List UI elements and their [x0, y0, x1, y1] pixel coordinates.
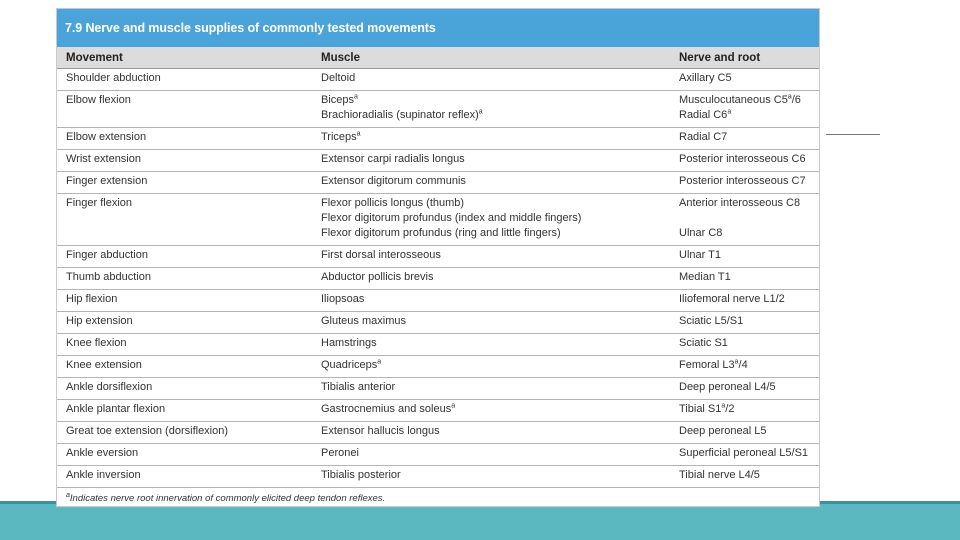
reflex-mark: a [734, 358, 739, 366]
muscle-line: Triceps [321, 131, 357, 143]
movement-cell: Thumb abduction [57, 268, 312, 290]
nerve-cell: Sciatic L5/S1 [670, 312, 819, 334]
movement-cell: Hip flexion [57, 290, 312, 312]
reflex-mark: a [377, 358, 382, 366]
movement-cell: Ankle eversion [57, 444, 312, 466]
table-row [57, 422, 819, 444]
table-row [57, 91, 819, 128]
table-row [57, 150, 819, 172]
table-row [57, 356, 819, 378]
muscle-line: Biceps [321, 94, 355, 106]
muscle-cell: Abductor pollicis brevis [312, 268, 670, 290]
table-row [57, 268, 819, 290]
muscle-cell: Hamstrings [312, 334, 670, 356]
header-movement: Movement [57, 47, 312, 69]
table-row [57, 128, 819, 150]
nerve-cell [670, 356, 819, 378]
reflex-mark: a [727, 108, 732, 116]
muscle-cell [312, 356, 670, 378]
muscle-cell: Tibialis anterior [312, 378, 670, 400]
table-row [57, 290, 819, 312]
movement-cell: Finger flexion [57, 194, 312, 246]
muscle-cell: Peronei [312, 444, 670, 466]
nerve-cell [670, 194, 819, 246]
muscle-cell: Iliopsoas [312, 290, 670, 312]
movement-cell: Elbow extension [57, 128, 312, 150]
movement-cell: Elbow flexion [57, 91, 312, 128]
muscle-cell [312, 128, 670, 150]
muscle-cell: Extensor digitorum communis [312, 172, 670, 194]
table-footnote [57, 488, 819, 504]
header-nerve: Nerve and root [670, 47, 819, 69]
decorative-line [826, 134, 880, 135]
movement-cell: Finger abduction [57, 246, 312, 268]
muscle-line: Gastrocnemius and soleus [321, 403, 452, 415]
muscle-cell [312, 400, 670, 422]
muscle-cell: First dorsal interosseous [312, 246, 670, 268]
muscle-cell: Extensor carpi radialis longus [312, 150, 670, 172]
table-row [57, 400, 819, 422]
nerve-cell [670, 91, 819, 128]
movement-cell: Hip extension [57, 312, 312, 334]
nerve-line: Anterior interosseous C8 [679, 197, 801, 209]
table-title: 7.9 Nerve and muscle supplies of commonly tested movements [57, 9, 819, 47]
table-row [57, 378, 819, 400]
movement-cell: Knee extension [57, 356, 312, 378]
table-row [57, 444, 819, 466]
nerve-cell: Posterior interosseous C6 [670, 150, 819, 172]
table-row [57, 334, 819, 356]
nerve-cell: Deep peroneal L5 [670, 422, 819, 444]
movement-cell: Ankle dorsiflexion [57, 378, 312, 400]
header-muscle: Muscle [312, 47, 670, 69]
movement-cell: Finger extension [57, 172, 312, 194]
nerve-cell: Median T1 [670, 268, 819, 290]
muscle-cell [312, 194, 670, 246]
movement-cell: Wrist extension [57, 150, 312, 172]
table-row [57, 312, 819, 334]
footnote-text: Indicates nerve root innervation of commonly elicited deep tendon reflexes. [69, 493, 386, 504]
header-row [57, 47, 819, 69]
muscle-line: Flexor digitorum profundus (index and middle fingers) [321, 212, 582, 224]
muscle-line: Quadriceps [321, 359, 378, 371]
nerve-line-suffix: /4 [738, 359, 748, 371]
nerve-cell: Superficial peroneal L5/S1 [670, 444, 819, 466]
muscle-line: Flexor digitorum profundus (ring and little fingers) [321, 227, 561, 239]
table-row [57, 69, 819, 91]
nerve-cell: Radial C7 [670, 128, 819, 150]
nerve-line: Musculocutaneous C5 [679, 94, 788, 106]
reflex-mark: a [478, 108, 483, 116]
nerve-cell: Sciatic S1 [670, 334, 819, 356]
footnote-mark: a [66, 491, 70, 499]
reflex-mark: a [451, 402, 456, 410]
nerve-cell: Tibial nerve L4/5 [670, 466, 819, 488]
reflex-mark: a [356, 130, 361, 138]
nerve-line: Tibial S1 [679, 403, 722, 415]
nerve-cell: Posterior interosseous C7 [670, 172, 819, 194]
movement-cell: Ankle inversion [57, 466, 312, 488]
table-row [57, 246, 819, 268]
muscle-cell: Extensor hallucis longus [312, 422, 670, 444]
reflex-mark: a [787, 93, 792, 101]
movement-cell: Shoulder abduction [57, 69, 312, 91]
reflex-mark: a [721, 402, 726, 410]
muscle-line: Brachioradialis (supinator reflex) [321, 109, 479, 121]
table-row [57, 172, 819, 194]
muscle-cell: Gluteus maximus [312, 312, 670, 334]
movement-cell: Knee flexion [57, 334, 312, 356]
table-row [57, 466, 819, 488]
muscle-cell [312, 91, 670, 128]
reflex-mark: a [354, 93, 358, 101]
nerve-muscle-table [57, 47, 819, 488]
nerve-line-suffix: /6 [791, 94, 801, 106]
nerve-cell: Deep peroneal L4/5 [670, 378, 819, 400]
movement-cell: Ankle plantar flexion [57, 400, 312, 422]
movement-cell: Great toe extension (dorsiflexion) [57, 422, 312, 444]
muscle-cell: Deltoid [312, 69, 670, 91]
nerve-line: Femoral L3 [679, 359, 735, 371]
table-figure [56, 8, 820, 507]
nerve-line-suffix: /2 [725, 403, 735, 415]
nerve-line: Radial C6 [679, 109, 728, 121]
nerve-cell [670, 400, 819, 422]
nerve-line: Ulnar C8 [679, 227, 723, 239]
muscle-line: Flexor pollicis longus (thumb) [321, 197, 465, 209]
nerve-cell: Iliofemoral nerve L1/2 [670, 290, 819, 312]
nerve-cell: Ulnar T1 [670, 246, 819, 268]
nerve-cell: Axillary C5 [670, 69, 819, 91]
muscle-cell: Tibialis posterior [312, 466, 670, 488]
table-row [57, 194, 819, 246]
